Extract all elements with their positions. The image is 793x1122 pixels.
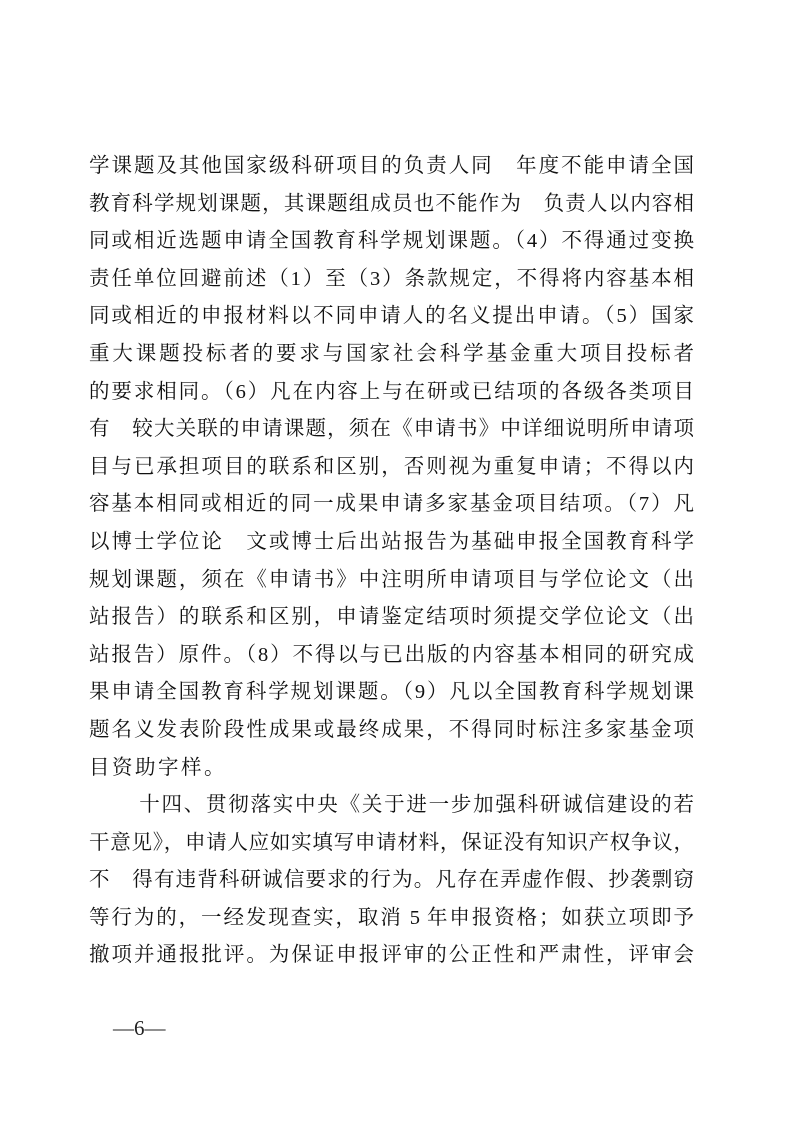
text-line: 有 较大关联的申请课题，须在《申请书》中详细说明所申请项 xyxy=(89,418,694,441)
text-line: 十四、贯彻落实中央《关于进一步加强科研诚信建设的若 xyxy=(139,794,694,817)
text-line: 目资助字样。 xyxy=(89,756,227,779)
text-line: 以博士学位论 文或博士后出站报告为基础申报全国教育科学 xyxy=(89,530,694,553)
text-line: 责任单位回避前述（1）至（3）条款规定，不得将内容基本相 xyxy=(89,267,694,290)
text-line: 规划课题，须在《申请书》中注明所申请项目与学位论文（出 xyxy=(89,568,694,591)
text-line: 站报告）原件。（8）不得以与已出版的内容基本相同的研究成 xyxy=(89,643,694,666)
text-line: 果申请全国教育科学规划课题。（9）凡以全国教育科学规划课 xyxy=(89,681,694,704)
text-line: 的要求相同。（6）凡在内容上与在研或已结项的各级各类项目 xyxy=(89,380,694,403)
text-line: 不 得有违背科研诚信要求的行为。凡存在弄虚作假、抄袭剽窃 xyxy=(89,869,694,892)
text-line: 重大课题投标者的要求与国家社会科学基金重大项目投标者 xyxy=(89,342,694,365)
text-line: 同或相近的申报材料以不同申请人的名义提出申请。（5）国家 xyxy=(89,305,694,328)
text-line: 站报告）的联系和区别，申请鉴定结项时须提交学位论文（出 xyxy=(89,606,694,629)
text-line: 题名义发表阶段性成果或最终成果，不得同时标注多家基金项 xyxy=(89,718,694,741)
text-line: 同或相近选题申请全国教育科学规划课题。（4）不得通过变换 xyxy=(89,230,694,253)
text-line: 干意见》，申请人应如实填写申请材料，保证没有知识产权争议， xyxy=(89,831,694,854)
text-line: 学课题及其他国家级科研项目的负责人同 年度不能申请全国 xyxy=(89,155,694,177)
text-block xyxy=(89,148,694,975)
text-line: 教育科学规划课题，其课题组成员也不能作为 负责人以内容相 xyxy=(89,192,694,215)
page-number: —6— xyxy=(113,1016,166,1040)
text-line: 容基本相同或相近的同一成果申请多家基金项目结项。（7）凡 xyxy=(89,493,694,516)
text-line: 等行为的，一经发现查实，取消 5 年申报资格；如获立项即予 xyxy=(89,906,694,929)
text-line: 撤项并通报批评。为保证申报评审的公正性和严肃性，评审会 xyxy=(89,944,694,967)
text-line: 目与已承担项目的联系和区别，否则视为重复申请；不得以内 xyxy=(89,455,694,478)
